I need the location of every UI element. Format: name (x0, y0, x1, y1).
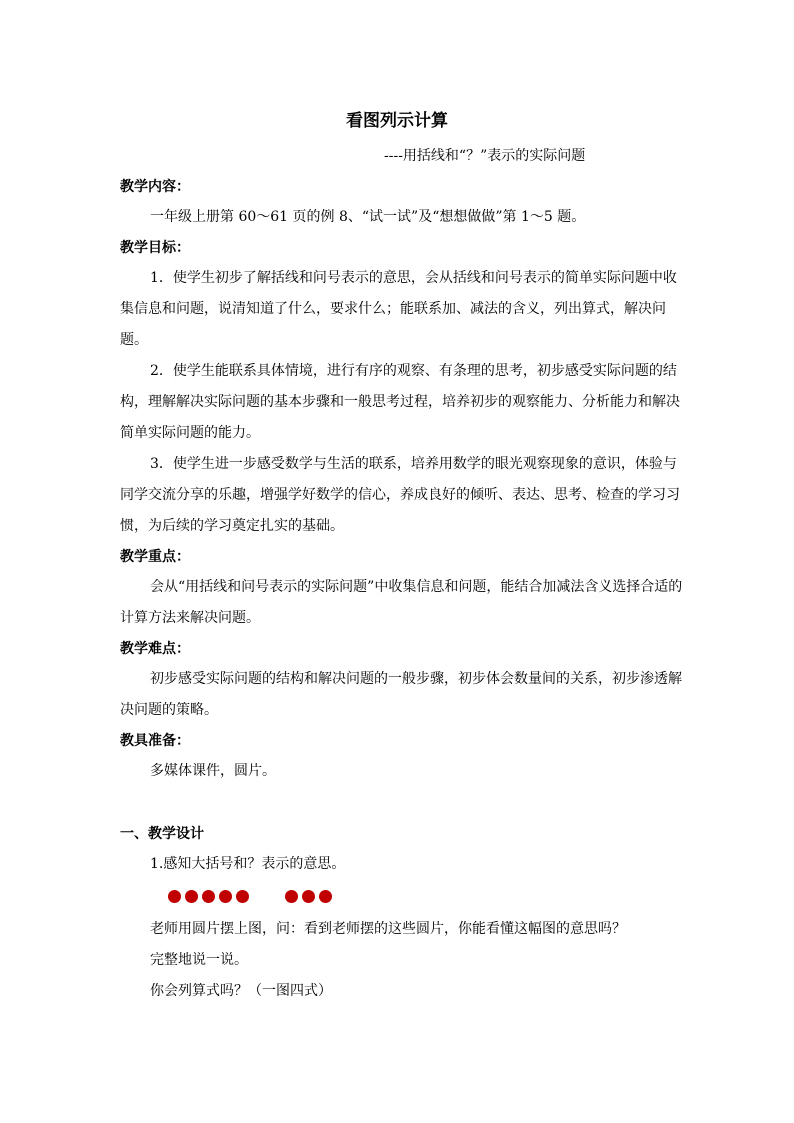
dot-group-right (285, 888, 336, 907)
design-line-2: 完整地说一说。 (150, 952, 248, 968)
goal-item-1: 1．使学生初步了解括线和问号表示的意思，会从括线和问号表示的简单实际问题中收集信息和问题，说清知道了什么，要求什么；能联系加、减法的含义，列出算式，解决问题。 (120, 270, 677, 348)
content-text: 一年级上册第 60～61 页的例 8、“试一试”及“想想做做”第 1～5 题。 (150, 209, 586, 225)
difficulties-text: 初步感受实际问题的结构和解决问题的一般步骤，初步体会数量间的关系，初步渗透解决问题的策略。 (120, 671, 682, 718)
goal-item-3: 3．使学生进一步感受数学与生活的联系，培养用数学的眼光观察现象的意识，体验与同学交流分享的乐趣，增强学好数学的信心，养成良好的倾听、表达、思考、检查的学习习惯，为后续的学习奠定扎实的基础。 (120, 456, 680, 534)
counter-dot (285, 890, 298, 903)
counter-dot (202, 890, 215, 903)
counter-dot (168, 890, 181, 903)
lesson-content (120, 172, 686, 1007)
materials-heading: 教具准备： (120, 733, 190, 749)
lesson-subtitle: ----用括线和“？”表示的实际问题 (384, 148, 586, 164)
goal-item-2: 2．使学生能联系具体情境，进行有序的观察、有条理的思考，初步感受实际问题的结构，理解解决实际问题的基本步骤和一般思考过程，培养初步的观察能力、分析能力和解决简单实际问题的能力。 (120, 363, 680, 441)
counter-dot (302, 890, 315, 903)
design-heading: 一、教学设计 (120, 826, 204, 842)
counter-dot (319, 890, 332, 903)
counter-dots-figure (120, 880, 686, 914)
content-heading: 教学内容： (120, 179, 190, 195)
dot-group-left (168, 888, 253, 907)
materials-text: 多媒体课件，圆片。 (150, 763, 276, 779)
spacer (120, 787, 686, 819)
design-line-3: 你会列算式吗？（一图四式） (150, 983, 332, 999)
counter-dot (236, 890, 249, 903)
counter-dot (185, 890, 198, 903)
counter-dot (219, 890, 232, 903)
lesson-title: 看图列示计算 (346, 111, 448, 131)
key-points-heading: 教学重点： (120, 549, 190, 565)
design-step-1: 1.感知大括号和？表示的意思。 (150, 856, 346, 872)
goals-heading: 教学目标： (120, 240, 190, 256)
design-line-1: 老师用圆片摆上图，问：看到老师摆的这些圆片，你能看懂这幅图的意思吗？ (150, 921, 626, 937)
key-points-text: 会从“用括线和问号表示的实际问题”中收集信息和问题，能结合加减法含义选择合适的计算方法来解决问题。 (120, 579, 683, 626)
difficulties-heading: 教学难点： (120, 641, 190, 657)
